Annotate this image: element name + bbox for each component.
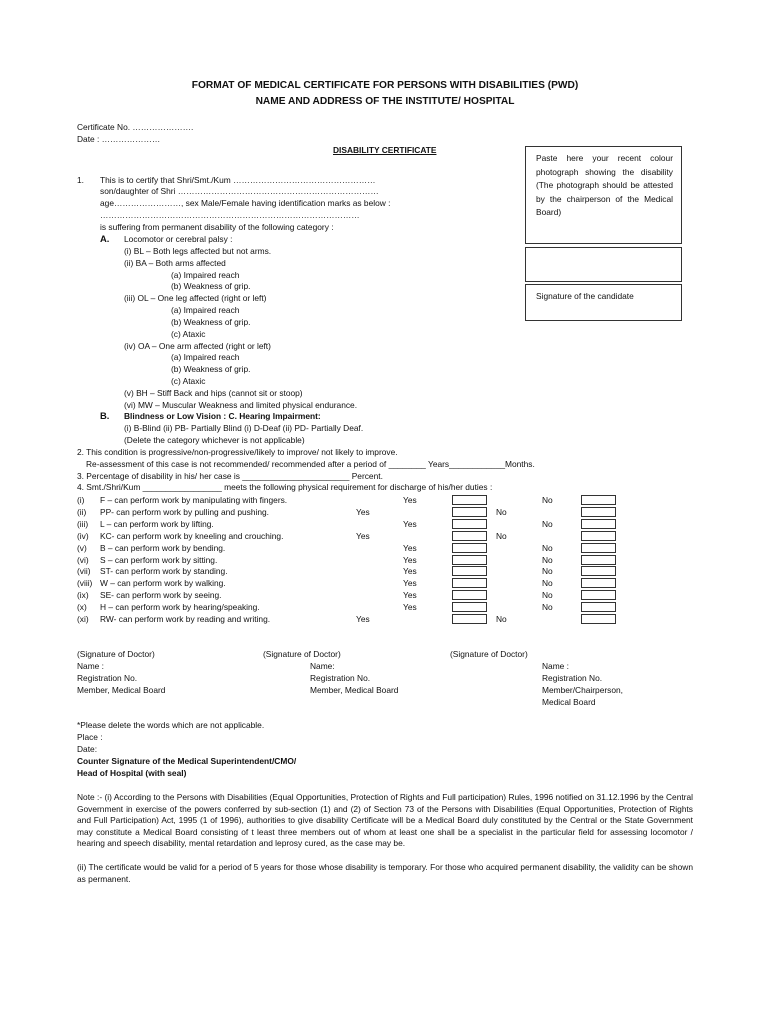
candidate-signature-box — [525, 284, 682, 321]
requirement-number: (v) — [77, 542, 87, 553]
requirement-no-label: No — [542, 566, 553, 577]
place-line: Place : — [77, 732, 103, 742]
certificate-date: Date : ………………… — [77, 134, 161, 144]
doctor-3-name: Name : — [542, 661, 569, 671]
item-v: (v) BH – Stiff Back and hips (cannot sit or stoop) — [124, 388, 303, 398]
requirement-yes-label: Yes — [403, 518, 417, 529]
requirement-no-checkbox[interactable] — [581, 614, 616, 624]
requirement-no-checkbox[interactable] — [581, 555, 616, 565]
requirement-text: H – can perform work by hearing/speaking. — [100, 602, 260, 613]
item-iii-b: (b) Weakness of grip. — [171, 317, 251, 327]
requirement-number: (vii) — [77, 566, 91, 577]
requirement-number: (vi) — [77, 554, 89, 565]
requirement-yes-checkbox[interactable] — [452, 543, 487, 553]
disability-certificate-heading: DISABILITY CERTIFICATE — [333, 145, 437, 155]
requirement-no-checkbox[interactable] — [581, 578, 616, 588]
requirement-yes-checkbox[interactable] — [452, 495, 487, 505]
requirement-yes-checkbox[interactable] — [452, 602, 487, 612]
item-iii-c: (c) Ataxic — [171, 329, 206, 339]
requirement-no-label: No — [542, 518, 553, 529]
requirement-yes-label: Yes — [403, 578, 417, 589]
requirement-no-label: No — [542, 578, 553, 589]
item-iv-c: (c) Ataxic — [171, 376, 206, 386]
head-of-hospital-line: Head of Hospital (with seal) — [77, 768, 187, 778]
requirement-yes-checkbox[interactable] — [452, 519, 487, 529]
category-b-label: B. — [100, 410, 110, 421]
reassessment-line: Re-assessment of this case is not recommended/ recommended after a period of ________ Years____________Months. — [86, 459, 535, 469]
requirement-no-checkbox[interactable] — [581, 495, 616, 505]
institute-heading: NAME AND ADDRESS OF THE INSTITUTE/ HOSPITAL — [255, 96, 515, 107]
requirement-yes-checkbox[interactable] — [452, 614, 487, 624]
item-ii-a: (a) Impaired reach — [171, 270, 240, 280]
requirement-no-label: No — [542, 495, 553, 505]
note-paragraph-1: Note :- (i) According to the Persons with Disabilities (Equal Opportunities, Protection of Rights and Full participation) Rules, 1996 notified on 31.12.1996 by the Central Government in exercise of the powers conferred by sub-section (1) and (2) of Section 73 of the Persons with Disabilities (Equal Opportunities, Protection of Rights and Full Participation) Act, 1995 (1 of 1996), authorities to give disability Certificate will be a Medical Board duly constituted by the Central or the State Government may constitute a Medical Board consisting of t least three members out of whom at least one shall be a specialist in the particular field for assessing locomotor / hearing and speech disability, mental retardation and leprosy cured, as the case may be. — [77, 792, 693, 849]
category-b-text: Blindness or Low Vision : C. Hearing Impairment: — [124, 411, 321, 421]
requirement-no-checkbox[interactable] — [581, 543, 616, 553]
percentage-line: 3. Percentage of disability in his/ her case is _______________________ Percent. — [77, 471, 383, 481]
parent-line: son/daughter of Shri ……………………………………………………………… — [100, 186, 379, 196]
doctor-2-name: Name: — [310, 661, 335, 671]
item-i: (i) BL – Both legs affected but not arms. — [124, 246, 272, 256]
requirement-yes-label: Yes — [403, 602, 417, 613]
requirement-yes-checkbox[interactable] — [452, 531, 487, 541]
requirement-number: (x) — [77, 602, 87, 613]
requirement-number: (xi) — [77, 614, 89, 624]
requirement-text: SE- can perform work by seeing. — [100, 590, 222, 601]
doctor-3-board: Medical Board — [542, 697, 596, 707]
requirement-yes-label: Yes — [356, 530, 370, 541]
item-iv-a: (a) Impaired reach — [171, 352, 240, 362]
certify-line: This is to certify that Shri/Smt./Kum …………………………………………… — [100, 175, 376, 185]
doctor-2-member: Member, Medical Board — [310, 685, 399, 695]
doctor-3-member: Member/Chairperson, — [542, 685, 623, 695]
document-title: FORMAT OF MEDICAL CERTIFICATE FOR PERSONS WITH DISABILITIES (PWD) — [191, 80, 579, 91]
requirement-text: F – can perform work by manipulating with fingers. — [100, 495, 288, 505]
requirement-text: S – can perform work by sitting. — [100, 554, 218, 565]
requirement-text: W – can perform work by walking. — [100, 578, 226, 589]
photo-box — [525, 146, 682, 244]
requirement-number: (viii) — [77, 578, 93, 589]
requirement-yes-checkbox[interactable] — [452, 555, 487, 565]
item-ii: (ii) BA – Both arms affected — [124, 258, 226, 268]
requirement-text: ST- can perform work by standing. — [100, 566, 228, 577]
requirements-intro: 4. Smt./Shri/Kum _________________ meets the following physical requirement for discharge of his/her duties : — [77, 482, 493, 492]
requirement-number: (i) — [77, 495, 85, 505]
identification-marks-line: ………………………………………………………………………………… — [100, 210, 360, 220]
counter-signature-line: Counter Signature of the Medical Superintendent/CMO/ — [77, 756, 297, 766]
signature-box — [525, 247, 682, 282]
item-ii-b: (b) Weakness of grip. — [171, 281, 251, 291]
requirement-yes-label: Yes — [403, 554, 417, 565]
requirement-yes-label: Yes — [356, 614, 370, 624]
note-paragraph-2: (ii) The certificate would be valid for a period of 5 years for those whose disability is temporary. For those who acquired permanent disability, the validity can be shown as permanent. — [77, 862, 693, 884]
requirement-yes-label: Yes — [403, 542, 417, 553]
doctor-2-registration: Registration No. — [310, 673, 371, 683]
section-1-number: 1. — [77, 175, 84, 185]
doctor-1-member: Member, Medical Board — [77, 685, 166, 695]
requirement-yes-checkbox[interactable] — [452, 590, 487, 600]
requirement-no-label: No — [542, 554, 553, 565]
requirement-number: (iv) — [77, 530, 89, 541]
date-line: Date: — [77, 744, 98, 754]
requirement-no-checkbox[interactable] — [581, 519, 616, 529]
category-a-label: A. — [100, 233, 110, 244]
delete-words-note: *Please delete the words which are not applicable. — [77, 720, 265, 730]
category-intro: is suffering from permanent disability of the following category : — [100, 222, 334, 232]
doctor-1-registration: Registration No. — [77, 673, 138, 683]
requirement-no-checkbox[interactable] — [581, 590, 616, 600]
requirement-text: PP- can perform work by pulling and pushing. — [100, 506, 269, 517]
item-vi: (vi) MW – Muscular Weakness and limited physical endurance. — [124, 400, 358, 410]
item-iv-b: (b) Weakness of grip. — [171, 364, 251, 374]
requirement-text: RW- can perform work by reading and writing. — [100, 614, 271, 624]
requirement-no-label: No — [542, 542, 553, 553]
category-b-subtypes: (i) B-Blind (ii) PB- Partially Blind (i) D-Deaf (ii) PD- Partially Deaf. — [124, 423, 364, 433]
item-iv: (iv) OA – One arm affected (right or left) — [124, 341, 271, 351]
requirement-yes-label: Yes — [356, 506, 370, 517]
requirement-no-label: No — [496, 506, 507, 517]
category-a-text: Locomotor or cerebral palsy : — [124, 234, 233, 244]
requirement-no-checkbox[interactable] — [581, 507, 616, 517]
requirement-number: (ix) — [77, 590, 89, 601]
requirement-no-checkbox[interactable] — [581, 566, 616, 576]
requirement-yes-label: Yes — [403, 566, 417, 577]
item-iii: (iii) OL – One leg affected (right or left) — [124, 293, 267, 303]
doctor-1-name: Name : — [77, 661, 104, 671]
requirement-no-checkbox[interactable] — [581, 602, 616, 612]
category-delete-note: (Delete the category whichever is not applicable) — [124, 435, 305, 445]
candidate-signature-label: Signature of the candidate — [536, 291, 634, 301]
requirement-yes-checkbox[interactable] — [452, 578, 487, 588]
doctor-3-registration: Registration No. — [542, 673, 603, 683]
item-iii-a: (a) Impaired reach — [171, 305, 240, 315]
condition-line: 2. This condition is progressive/non-progressive/likely to improve/ not likely to improve. — [77, 447, 398, 457]
requirement-number: (ii) — [77, 506, 87, 517]
photo-instructions: Paste here your recent colour photograph showing the disability (The photograph should be attested by the chairperson of the Medical Board) — [536, 153, 673, 217]
requirement-no-label: No — [542, 590, 553, 601]
requirement-no-label: No — [496, 614, 507, 624]
requirement-yes-checkbox[interactable] — [452, 507, 487, 517]
doctor-2-signature: (Signature of Doctor) — [263, 649, 341, 659]
certificate-number: Certificate No. …………………. — [77, 122, 194, 132]
requirement-no-checkbox[interactable] — [581, 531, 616, 541]
doctor-1-signature: (Signature of Doctor) — [77, 649, 155, 659]
requirement-yes-label: Yes — [403, 495, 417, 505]
age-sex-line: age……………………, sex Male/Female having identification marks as below : — [100, 198, 391, 208]
requirement-text: B – can perform work by bending. — [100, 542, 226, 553]
requirement-text: L – can perform work by lifting. — [100, 518, 214, 529]
requirement-yes-label: Yes — [403, 590, 417, 601]
requirement-text: KC- can perform work by kneeling and crouching. — [100, 530, 284, 541]
requirement-yes-checkbox[interactable] — [452, 566, 487, 576]
requirement-no-label: No — [542, 602, 553, 613]
doctor-3-signature: (Signature of Doctor) — [450, 649, 528, 659]
requirement-number: (iii) — [77, 518, 89, 529]
requirement-no-label: No — [496, 530, 507, 541]
